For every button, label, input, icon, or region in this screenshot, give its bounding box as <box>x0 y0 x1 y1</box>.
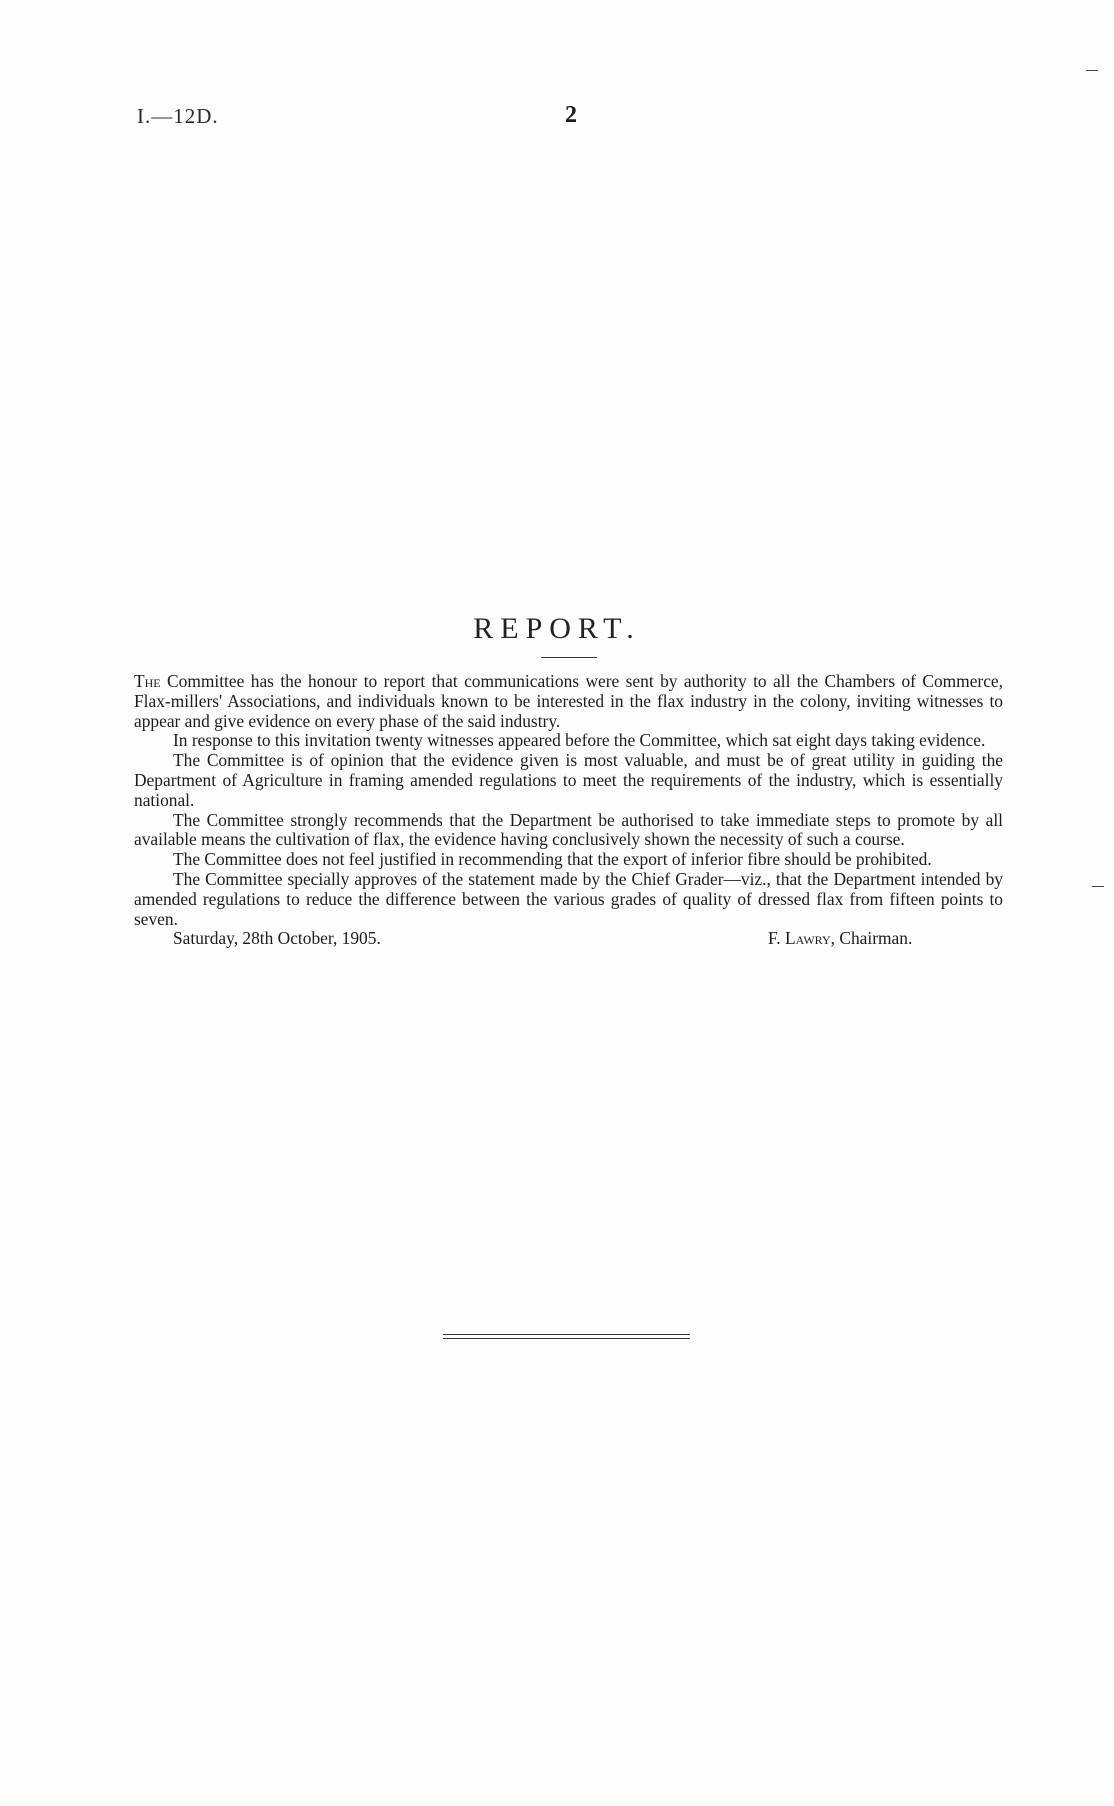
paragraph-text: Committee has the honour to report that communications were sent by authority to all the Chambers of Commerce, Flax-millers' Associations, and individuals known to be interested in the flax industry in the colony, inviting witnesses to appear and give evidence on every phase of the said industry. <box>134 671 1003 731</box>
report-paragraph-4: The Committee strongly recommends that the Department be authorised to take immediate steps to promote by all available means the cultivation of flax, the evidence having conclusively shown the necessity of such a course. <box>134 809 1003 850</box>
document-reference: I.—12D. <box>137 104 219 128</box>
signature-role: , Chairman. <box>830 928 913 949</box>
report-title: REPORT. <box>473 612 641 645</box>
signature-line <box>134 929 1003 949</box>
signature-name: Lawry <box>785 928 831 949</box>
end-rule-top <box>443 1334 690 1335</box>
report-paragraph-6: The Committee specially approves of the statement made by the Chief Grader—viz., that the Department intended by amended regulations to reduce the difference between the various grades of quality of dressed flax from fifteen points to seven. <box>134 868 1003 929</box>
report-paragraph-2: In response to this invitation twenty witnesses appeared before the Committee, which sat eight days taking evidence. <box>173 730 986 751</box>
paragraph-lead-word: The <box>134 671 161 691</box>
title-underline <box>541 657 597 658</box>
report-date: Saturday, 28th October, 1905. <box>173 928 381 949</box>
end-rule-bottom <box>443 1338 690 1339</box>
page-number: 2 <box>565 102 577 128</box>
margin-mark <box>1086 70 1098 71</box>
signature-initial: F. <box>768 928 781 949</box>
report-body <box>134 672 1003 949</box>
report-paragraph-3: The Committee is of opinion that the evidence given is most valuable, and must be of great utility in guiding the Department of Agriculture in framing amended regulations to meet the requirements of the industry, which is essentially national. <box>134 750 1003 810</box>
margin-mark <box>1092 886 1104 887</box>
report-paragraph-5: The Committee does not feel justified in recommending that the export of inferior fibre should be prohibited. <box>173 849 932 870</box>
report-paragraph-1 <box>134 672 1003 731</box>
chairman-signature <box>768 929 912 949</box>
